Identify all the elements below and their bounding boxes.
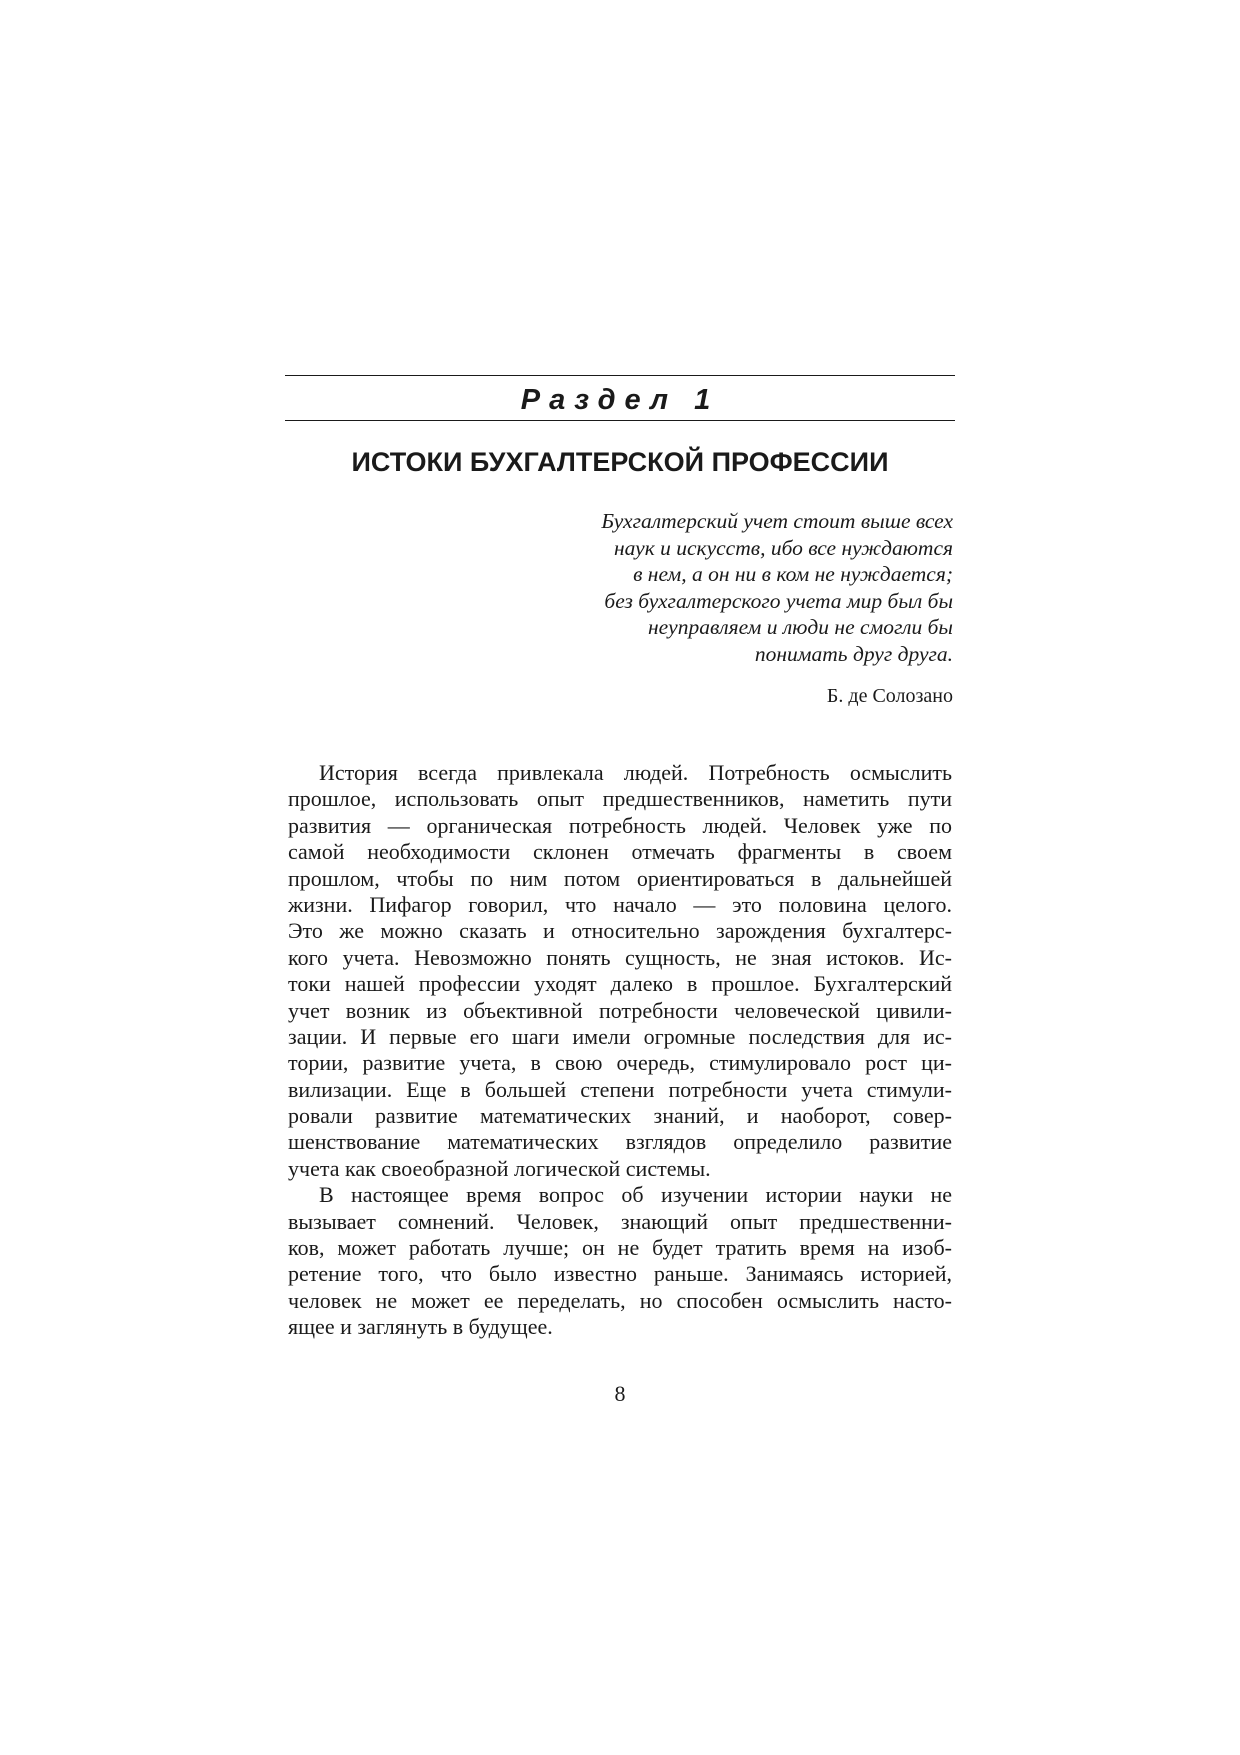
page-number: 8 <box>614 1381 626 1406</box>
text-line: жизни. Пифагор говорил, что начало — это половина целого. <box>288 891 952 917</box>
text-line: ков, может работать лучше; он не будет тратить время на изоб- <box>288 1235 952 1261</box>
epigraph-line: Бухгалтерский учет стоит выше всех <box>601 509 953 533</box>
text-line: вилизации. Еще в большей степени потребности учета стимули- <box>288 1076 952 1102</box>
text-line: вызывает сомнений. Человек, знающий опыт предшественни- <box>288 1208 952 1234</box>
text-line: прошлое, использовать опыт предшественников, наметить пути <box>288 786 952 812</box>
epigraph-author: Б. де Солозано <box>826 685 953 707</box>
text-line: В настоящее время вопрос об изучении истории науки не <box>319 1182 952 1208</box>
text-line: Это же можно сказать и относительно зарождения бухгалтерс- <box>288 918 952 944</box>
paragraph <box>288 760 952 1182</box>
text-line: учета как своеобразной логической системы. <box>288 1155 711 1181</box>
text-line: токи нашей профессии уходят далеко в прошлое. Бухгалтерский <box>288 971 952 997</box>
chapter-title: ИСТОКИ БУХГАЛТЕРСКОЙ ПРОФЕССИИ <box>351 447 889 477</box>
paragraph <box>288 1182 952 1340</box>
text-line: кого учета. Невозможно понять сущность, не зная истоков. Ис- <box>288 944 952 970</box>
epigraph-line: неуправляем и люди не смогли бы <box>647 615 953 639</box>
text-line: зации. И первые его шаги имели огромные последствия для ис- <box>288 1023 952 1049</box>
text-line: развития — органическая потребность людей. Человек уже по <box>288 812 952 838</box>
epigraph <box>433 508 953 667</box>
text-line: шенствование математических взглядов определило развитие <box>288 1129 952 1155</box>
text-line: ретение того, что было известно раньше. Занимаясь историей, <box>288 1261 952 1287</box>
text-line: учет возник из объективной потребности человеческой цивили- <box>288 997 952 1023</box>
section-rule-bottom <box>285 420 955 421</box>
epigraph-line: в нем, а он ни в ком не нуждается; <box>633 562 953 586</box>
epigraph-line: без бухгалтерского учета мир был бы <box>604 588 953 613</box>
text-line: История всегда привлекала людей. Потребность осмыслить <box>319 760 952 785</box>
section-label: Раздел 1 <box>520 384 720 416</box>
text-line: ровали развитие математических знаний, и наоборот, совер- <box>288 1103 952 1129</box>
epigraph-line: наук и искусств, ибо все нуждаются <box>614 535 953 560</box>
section-rule-top <box>285 375 955 376</box>
text-line: тории, развитие учета, в свою очередь, стимулировало рост ци- <box>288 1050 952 1076</box>
epigraph-line: понимать друг друга. <box>754 641 953 666</box>
text-line: ящее и заглянуть в будущее. <box>288 1314 553 1340</box>
body-text <box>288 760 952 1341</box>
text-line: самой необходимости склонен отмечать фрагменты в своем <box>288 839 952 865</box>
text-line: человек не может ее переделать, но способен осмыслить насто- <box>288 1287 952 1313</box>
text-line: прошлом, чтобы по ним потом ориентироваться в дальнейшей <box>288 865 952 891</box>
